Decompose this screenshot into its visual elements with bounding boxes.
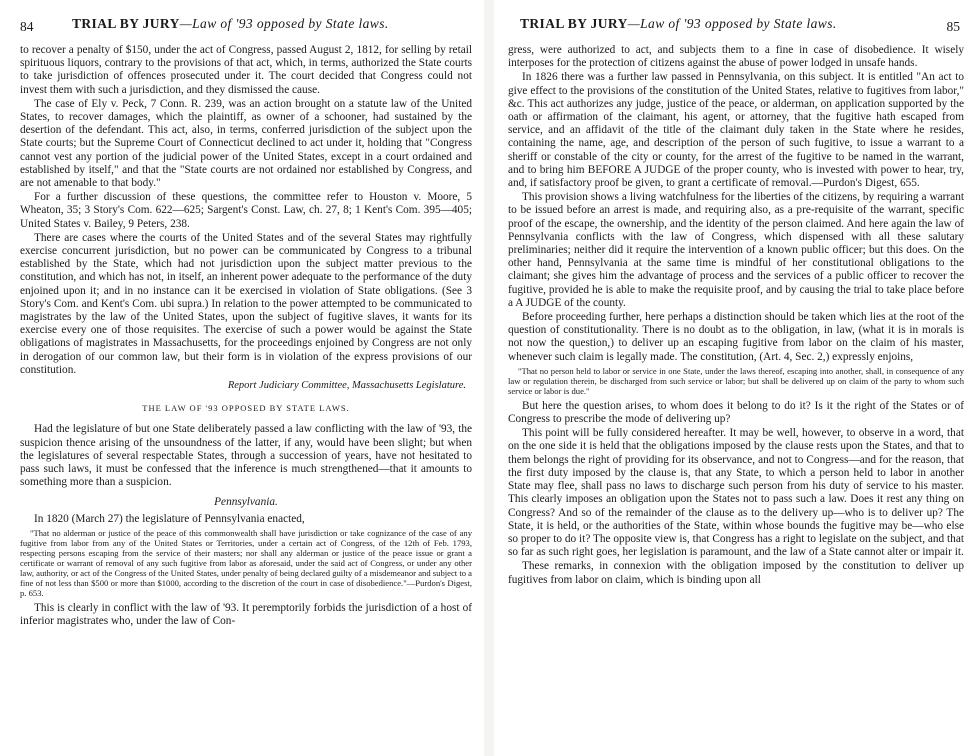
- paragraph: In 1820 (March 27) the legislature of Pennsylvania enacted,: [34, 512, 305, 525]
- left-running-title: TRIAL BY JURY—Law of '93 opposed by State laws.: [72, 16, 389, 31]
- paragraph: Had the legislature of but one State deliberately passed a law conflicting with the law of '93, the suspicion thence arising of the unsoundness of the latter, if any, would have been slight; but when the legislatures of several respectable States, through a succession of years, have not hesitated to pass such laws, it must be confessed that the inference is much strengthened—that it amounts to something more than a suspicion.: [20, 423, 472, 489]
- paragraph: This provision shows a living watchfulness for the liberties of the citizens, by requiring a warrant to be issued before an arrest is made, and requiring also, as a pre-requisite of the warrant, specific proof of the escape, the ownership, and the identity of the person claimed. And here again the law of Pennsylvania conflicts with the law of Congress, which dispensed with all these salutary preliminaries; neither did it require the intervention of a known public officer; but this does. On the other hand, Pennsylvania at the same time is mindful of her constitutional obligations to the claimant; she gives him the advantage of process and the services of a public officer to recover the fugitive, provided he is able to make the requisite proof, and by causing the trial to take place before a A JUDGE of the county.: [508, 191, 964, 309]
- paragraph: There are cases where the courts of the United States and of the several States may rightfully exercise concurrent jurisdiction, but no power can be communicated by Congress to a tribunal established by the State, which had not jurisdiction upon the subject matter previous to the constitution, and which has not, in itself, an inherent power adequate to the performance of the duty enjoined upon it; and in no instance can it be exercised in violation of State obligations. (See 3 Story's Com. and Kent's Com. ubi supra.) In relation to the power attempted to be communicated to magistrates by the law of the United States, upon the subject of fugitive slaves, it wants for its exercise every one of those requisites. The exercise of such a power would be against the State obligations of magistrates in Massachusetts, for the proceedings enjoined by Congress are not only in derogation of our common law, but their form is in violation of the express provisions of our constitution.: [20, 231, 472, 376]
- paragraph: gress, were authorized to act, and subjects them to a fine in case of disobedience. It wisely interposes for the protection of citizens against the abuse of power lodged in unsafe hands.: [508, 44, 964, 70]
- right-running-title: TRIAL BY JURY—Law of '93 opposed by State laws.: [520, 16, 837, 31]
- paragraph: The case of Ely v. Peck, 7 Conn. R. 239, was an action brought on a statute law of the United States, to recover damages, which the plaintiff, as owner of a schooner, had sustained by the desertion of the defendant. This act, also, in terms, conferred jurisdiction of the subject upon the State courts; but the Supreme Court of Connecticut declined to act under it, holding that "Congress cannot vest any portion of the judicial power of the United States, except in a court ordained and established by itself," and that the "State courts are not ordained nor established by Congress, and are not amenable to that body.": [20, 97, 472, 190]
- right-running-head: [508, 16, 960, 40]
- left-page-number: 84: [20, 19, 34, 34]
- book-gutter: [484, 0, 494, 756]
- right-page-number: 85: [946, 19, 960, 34]
- left-page: [0, 0, 484, 756]
- right-page: [494, 0, 980, 756]
- paragraph: This is clearly in conflict with the law of '93. It peremptorily forbids the jurisdiction of a host of inferior magistrates who, under the law of Con-: [20, 601, 472, 628]
- left-running-head: [20, 16, 468, 40]
- paragraph: In 1826 there was a further law passed in Pennsylvania, on this subject. It is entitled "An act to give effect to the provisions of the constitution of the United States, relative to fugitives from labor," &c. This act authorizes any judge, justice of the peace, or alderman, on application supported by the oath or affirmation of the claimant, his agent, or attorney, that the fugitive hath escaped from service, and an affidavit of the title of the claimant duly taken in the State where he resides, containing the name, age, and description of the person of such fugitive, to issue a warrant to a sheriff or constable of the city or county, for the arrest of the fugitive to be named in the warrant, and to bring him BEFORE A JUDGE of the proper county, who is invested with power to hear, try, and, if satisfactory proof be given, to grant a certificate of removal.—Purdon's Digest, 655.: [508, 71, 964, 190]
- left-page-body: [20, 44, 472, 629]
- statute-quote: "That no alderman or justice of the peace of this commonwealth shall have jurisdiction or take cognizance of the case of any fugitive from labor from any of the United States or Territories, under a certain act of Congress, of the 12th of Feb. 1793, respecting persons escaping from the service of their masters; nor shall any alderman or justice of the peace issue or grant a certificate or warrant of removal of any such fugitive from labor as aforesaid, under the said act of Congress, or under any other law, authority, or act of the Congress of the United States, under penalty of being declared guilty of a misdemeanor and subject to a fine of not less than $500 or more than $1000, according to the discretion of the court in case of disobedience."—Purdon's Digest, p. 653.: [20, 527, 472, 598]
- right-page-body: [508, 44, 964, 588]
- paragraph: These remarks, in connexion with the obligation imposed by the constitution to deliver up fugitives from labor on claim, which is binding upon all: [508, 560, 964, 586]
- section-heading: THE LAW OF '93 OPPOSED BY STATE LAWS.: [142, 403, 350, 414]
- paragraph: For a further discussion of these questions, the committee refer to Houston v. Moore, 5 Wheaton, 35; 3 Story's Com. 622—625; Sargent's Const. Law, ch. 27, 8; 1 Kent's Com. 395—405; United States v. Bailey, 9 Peters, 238.: [20, 191, 472, 230]
- paragraph: to recover a penalty of $150, under the act of Congress, passed August 2, 1812, for selling by retail spirituous liquors, contrary to the provisions of that act, which, in terms, authorized the State courts to take jurisdiction of offences prosecuted under it. The court decided that Congress could not invest them with such a jurisdiction, and they dismissed the cause.: [20, 44, 472, 96]
- state-heading: Pennsylvania.: [214, 495, 278, 508]
- paragraph: This point will be fully considered hereafter. It may be well, however, to observe in a word, that on the one side it is held that the obligations imposed by the clause rests upon the States, and that to them belongs the right of providing for its observance, and not to Congress—and for the reason, that the first duty imposed by the clause is, that any State, to which a person held to labor in another State may flee, shall pass no laws to discharge such person from his duty of service to his master. This clearly imposes an obligation upon the States not to pass such a law. Does it rest any thing on Congress? And so of the remainder of the clause as to the delivery up—who is to deliver up? The State, it is held, or the authorities of the State, within whose bounds the fugitive may be—who else so proper to do it? The opposite view is, that Congress has a right to legislate on the subject, and that so far as such right goes, her legislation is paramount, and the law of a State cannot alter or impair it.: [508, 427, 964, 559]
- paragraph: But here the question arises, to whom does it belong to do it? Is it the right of the States or of Congress to prescribe the mode of delivering up?: [508, 399, 964, 426]
- report-signature: Report Judiciary Committee, Massachusetts Legislature.: [227, 380, 466, 392]
- constitution-quote: "That no person held to labor or service in one State, under the laws thereof, escaping into another, shall, in consequence of any law or regulation therein, be discharged from such service or labor; but shall be delivered up on claim of the party to whom such service or labor is due.": [508, 365, 964, 396]
- paragraph: Before proceeding further, here perhaps a distinction should be taken which lies at the root of the question of constitutionality. There is no doubt as to the obligation, in law, (what it is in morals is not now the question,) to deliver up an escaping fugitive from labor on the claim of his master, whenever such claim is legally made. The constitution, (Art. 4, Sec. 2,) expressly enjoins,: [508, 311, 964, 363]
